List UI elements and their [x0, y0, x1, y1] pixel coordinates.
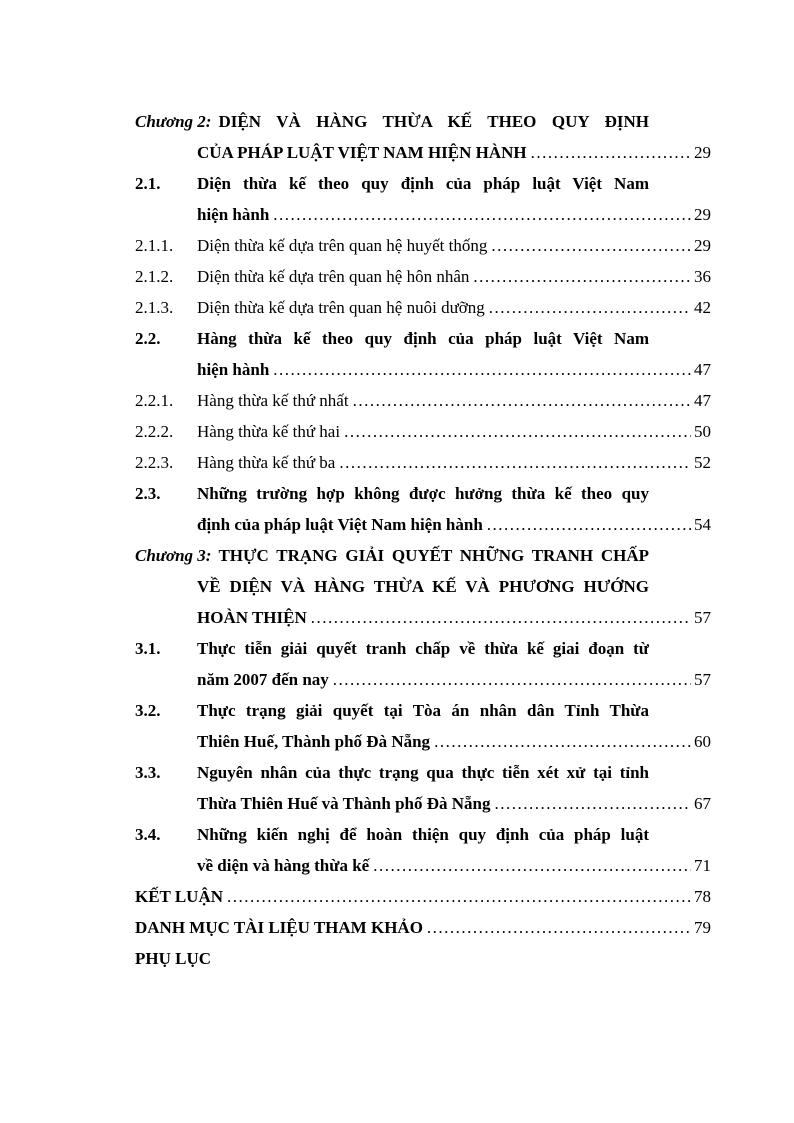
toc-page-number: 54 — [694, 515, 711, 534]
toc-line — [135, 261, 711, 292]
toc-entry-label: 2.3. — [135, 484, 161, 503]
toc-entry-label: 2.2. — [135, 329, 161, 348]
dot-leader — [531, 137, 691, 168]
toc-line — [135, 354, 711, 385]
toc-page-number: 67 — [694, 794, 711, 813]
toc-page-number: 29 — [694, 143, 711, 162]
toc-entry-label: 3.2. — [135, 701, 161, 720]
dot-leader — [344, 416, 691, 447]
toc-page-number: 57 — [694, 670, 711, 689]
toc-line — [135, 602, 711, 633]
dot-leader — [353, 385, 691, 416]
toc-entry-text: VỀ DIỆN VÀ HÀNG THỪA KẾ VÀ PHƯƠNG HƯỚNG — [197, 577, 649, 596]
toc-entry-text: hiện hành — [197, 360, 270, 379]
toc-entry-label: 2.1. — [135, 174, 161, 193]
toc-entry-label: 2.1.3. — [135, 298, 174, 317]
toc-page-number: 79 — [694, 918, 711, 937]
toc-entry — [135, 881, 711, 912]
toc-line — [135, 447, 711, 478]
dot-leader — [473, 261, 691, 292]
toc-entry-text: Thừa Thiên Huế và Thành phố Đà Nẵng — [197, 794, 491, 813]
dot-leader — [495, 788, 692, 819]
toc-entry-text: DANH MỤC TÀI LIỆU THAM KHẢO — [135, 918, 423, 937]
dot-leader — [311, 602, 691, 633]
toc-line — [135, 726, 711, 757]
toc-line — [135, 881, 711, 912]
toc-entry-label: 2.1.1. — [135, 236, 174, 255]
dot-leader — [489, 292, 691, 323]
toc-line — [135, 571, 711, 602]
toc-entry-text: Hàng thừa kế thứ nhất — [197, 391, 349, 410]
toc-entry — [135, 230, 711, 261]
toc-page-number: 71 — [694, 856, 711, 875]
dot-leader — [491, 230, 691, 261]
toc-entry — [135, 478, 711, 540]
toc-entry-label: 2.2.1. — [135, 391, 174, 410]
toc-entry-text: định của pháp luật Việt Nam hiện hành — [197, 515, 483, 534]
dot-leader — [487, 509, 691, 540]
toc-entry-text: Thực trạng giải quyết tại Tòa án nhân dân Tỉnh Thừa — [197, 701, 649, 720]
toc-entry-label: 2.2.3. — [135, 453, 174, 472]
toc-line — [135, 757, 711, 788]
toc-entry — [135, 695, 711, 757]
toc-entry-text: Thực tiễn giải quyết tranh chấp về thừa kế giai đoạn từ — [197, 639, 649, 658]
toc-line — [135, 943, 711, 974]
toc-entry-text: KẾT LUẬN — [135, 887, 224, 906]
toc-entry-text: THỰC TRẠNG GIẢI QUYẾT NHỮNG TRANH CHẤP — [218, 546, 649, 565]
toc-entry-text: Hàng thừa kế thứ ba — [197, 453, 336, 472]
dot-leader — [427, 912, 691, 943]
toc-entry-text: Hàng thừa kế theo quy định của pháp luật Việt Nam — [197, 329, 649, 348]
toc-entry — [135, 943, 711, 974]
toc-line — [135, 695, 711, 726]
toc-entry — [135, 447, 711, 478]
toc-entry — [135, 819, 711, 881]
toc-page-number: 60 — [694, 732, 711, 751]
toc-entry-text: HOÀN THIỆN — [197, 608, 307, 627]
toc-entry-label: Chương 3: — [135, 546, 212, 565]
toc-entry — [135, 416, 711, 447]
toc-line — [135, 230, 711, 261]
toc-entry-text: Diện thừa kế theo quy định của pháp luật Việt Nam — [197, 174, 649, 193]
toc-line — [135, 788, 711, 819]
toc-line — [135, 912, 711, 943]
toc-line — [135, 323, 711, 354]
toc-entry-text: Diện thừa kế dựa trên quan hệ hôn nhân — [197, 267, 470, 286]
toc-line — [135, 416, 711, 447]
toc-line — [135, 137, 711, 168]
toc-line — [135, 199, 711, 230]
toc-entry-text: CỦA PHÁP LUẬT VIỆT NAM HIỆN HÀNH — [197, 143, 527, 162]
dot-leader — [434, 726, 691, 757]
toc-line — [135, 168, 711, 199]
toc-page-number: 57 — [694, 608, 711, 627]
toc-entry-text: Nguyên nhân của thực trạng qua thực tiễn xét xử tại tỉnh — [197, 763, 649, 782]
toc-page-number: 29 — [694, 205, 711, 224]
toc-entry — [135, 323, 711, 385]
dot-leader — [273, 199, 691, 230]
toc-entry-label: Chương 2: — [135, 112, 212, 131]
toc-entry — [135, 912, 711, 943]
dot-leader — [373, 850, 691, 881]
toc-line — [135, 509, 711, 540]
toc-line — [135, 106, 711, 137]
toc-entry — [135, 540, 711, 633]
toc-entry-text: Thiên Huế, Thành phố Đà Nẵng — [197, 732, 431, 751]
toc-entry-text: Diện thừa kế dựa trên quan hệ huyết thống — [197, 236, 488, 255]
toc-entry — [135, 757, 711, 819]
toc-line — [135, 540, 711, 571]
dot-leader — [333, 664, 691, 695]
toc-entry-text: Những kiến nghị để hoàn thiện quy định của pháp luật — [197, 825, 649, 844]
toc-entry — [135, 261, 711, 292]
toc-entry-text: Diện thừa kế dựa trên quan hệ nuôi dưỡng — [197, 298, 485, 317]
toc-entry — [135, 633, 711, 695]
toc-entry-text: PHỤ LỤC — [135, 949, 212, 968]
toc-entry-text: DIỆN VÀ HÀNG THỪA KẾ THEO QUY ĐỊNH — [218, 112, 649, 131]
toc-line — [135, 850, 711, 881]
toc-entry-label: 3.4. — [135, 825, 161, 844]
toc-line — [135, 633, 711, 664]
toc-entry — [135, 385, 711, 416]
toc-page-number: 50 — [694, 422, 711, 441]
toc-page-number: 29 — [694, 236, 711, 255]
toc-entry — [135, 292, 711, 323]
toc-page-number: 47 — [694, 360, 711, 379]
toc-line — [135, 819, 711, 850]
toc-entry-text: Hàng thừa kế thứ hai — [197, 422, 341, 441]
toc-line — [135, 292, 711, 323]
toc-entry-text: hiện hành — [197, 205, 270, 224]
dot-leader — [227, 881, 691, 912]
toc-entry-text: về diện và hàng thừa kế — [197, 856, 370, 875]
toc-page-number: 52 — [694, 453, 711, 472]
toc-entry-label: 2.1.2. — [135, 267, 174, 286]
dot-leader — [273, 354, 691, 385]
toc-line — [135, 664, 711, 695]
dot-leader — [339, 447, 691, 478]
toc-line — [135, 478, 711, 509]
toc-page-number: 47 — [694, 391, 711, 410]
toc-entry — [135, 168, 711, 230]
toc-entry-label: 2.2.2. — [135, 422, 174, 441]
toc-entry-text: năm 2007 đến nay — [197, 670, 329, 689]
toc-entry-label: 3.3. — [135, 763, 161, 782]
toc-entry — [135, 106, 711, 168]
toc-entry-text: Những trường hợp không được hưởng thừa kế theo quy — [197, 484, 649, 503]
toc-page-number: 42 — [694, 298, 711, 317]
table-of-contents — [135, 106, 711, 974]
toc-page-number: 36 — [694, 267, 711, 286]
toc-line — [135, 385, 711, 416]
toc-entry-label: 3.1. — [135, 639, 161, 658]
toc-page-number: 78 — [694, 887, 711, 906]
